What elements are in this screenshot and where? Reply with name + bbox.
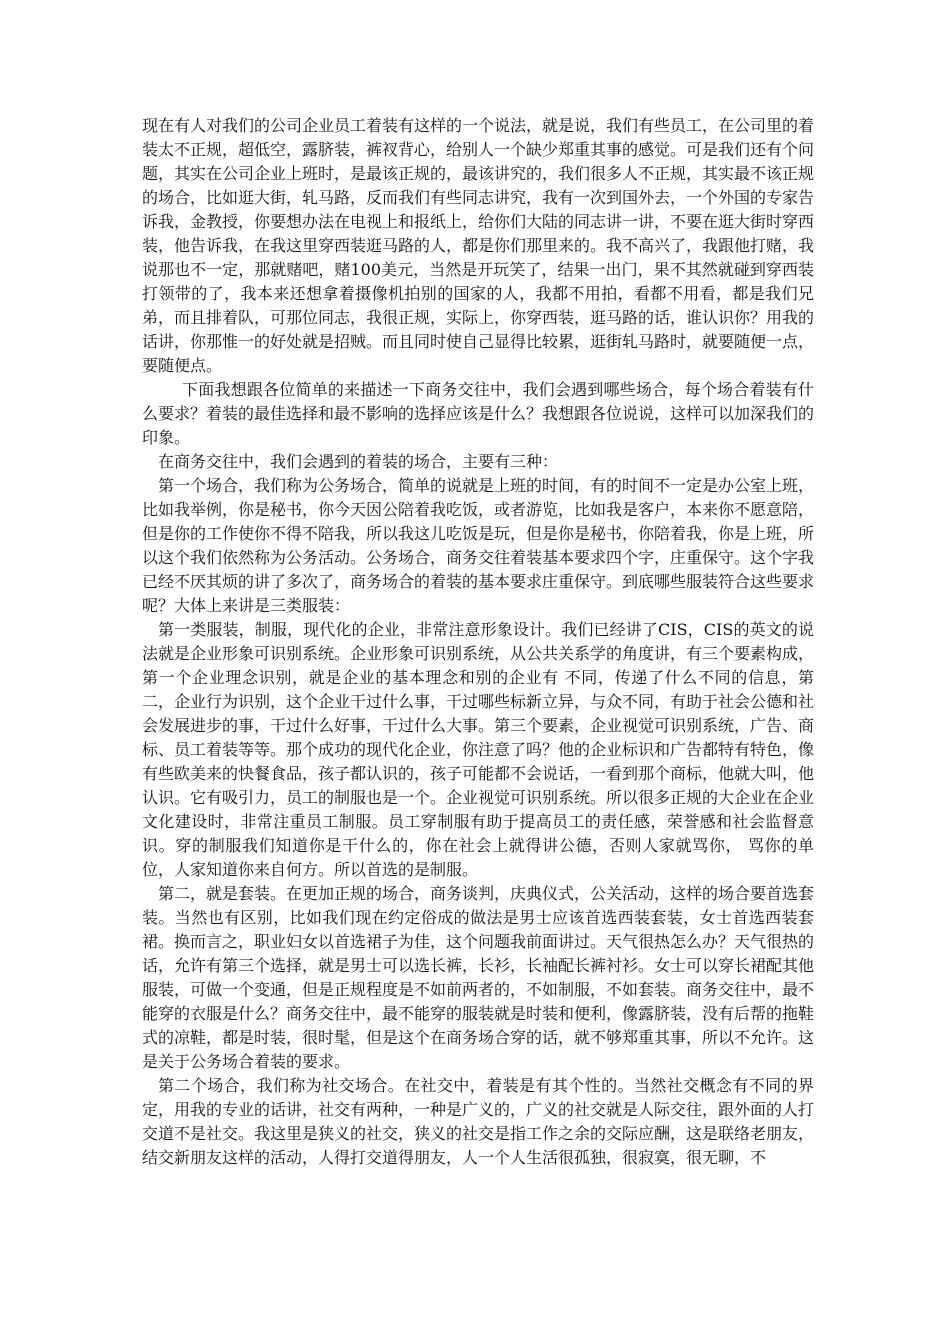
paragraph-7: 第二个场合，我们称为社交场合。在社交中，着装是有其个性的。当然社交概念有不同的界定，用我的专业的话讲，社交有两种，一种是广义的，广义的社交就是人际交往，跟外面的人打交道不是社交。我这里是狭义的社交，狭义的社交是指工作之余的交际应酬，这是联络老朋友，结交新朋友这样的活动，人得打交道得朋友，人一个人生活很孤独，很寂寞，很无聊，不 bbox=[142, 1076, 815, 1167]
paragraph-3: 在商务交往中，我们会遇到的着装的场合，主要有三种： bbox=[158, 452, 559, 471]
paragraph-4: 第一个场合，我们称为公务场合，简单的说就是上班的时间，有的时间不一定是办公室上班，比如我举例，你是秘书，你今天因公陪着我吃饭，或者游览，比如我是客户，本来你不愿意陪，但是你的工作使你不得不陪我，所以我这儿吃饭是玩，但是你是秘书，你陪着我，你是上班，所以这个我们依然称为公务活动。公务场合，商务交往着装基本要求四个字，庄重保守。这个字我已经不厌其烦的讲了多次了，商务场合的着装的基本要求庄重保守。到底哪些服装符合这些要求呢？大体上来讲是三类服装： bbox=[142, 476, 815, 615]
paragraph-2: 下面我想跟各位简单的来描述一下商务交往中，我们会遇到哪些场合，每个场合着装有什么要求？着装的最佳选择和最不影响的选择应该是什么？我想跟各位说说，这样可以加深我们的印象。 bbox=[142, 380, 815, 447]
paragraph-6: 第二，就是套装。在更加正规的场合，商务谈判，庆典仪式，公关活动，这样的场合要首选套装。当然也有区别，比如我们现在约定俗成的做法是男士应该首选西装套装，女士首选西装套裙。换而言之，职业妇女以首选裙子为佳，这个问题我前面讲过。天气很热怎么办？天气很热的话，允许有第三个选择，就是男士可以选长裤，长衫，长袖配长裤衬衫。女士可以穿长裙配其他服装，可做一个变通，但是正规程度是不如前两者的，不如制服，不如套装。商务交往中，最不能穿的衣服是什么？商务交往中，最不能穿的服装就是时装和便利，像露脐装，没有后帮的拖鞋式的凉鞋，都是时装，很时髦，但是这个在商务场合穿的话，就不够郑重其事，所以不允许。这是关于公务场合着装的要求。 bbox=[142, 884, 815, 1071]
paragraph-5: 第一类服装，制服，现代化的企业，非常注意形象设计。我们已经讲了CIS，CIS的英文的说法就是企业形象可识别系统。企业形象可识别系统，从公共关系学的角度讲，有三个要素构成，第一个企业理念识别，就是企业的基本理念和别的企业有 不同，传递了什么不同的信息，第二，企业行为识别，这个企业干过什么事，干过哪些标新立异，与众不同，有助于社会公德和社会发展进步的事，干过什么好事，干过什么大事。第三个要素，企业视觉可识别系统，广告、商标、员工着装等等。那个成功的现代化企业，你注意了吗？他的企业标识和广告都特有特色，像有些欧美来的快餐食品，孩子都认识的，孩子可能都不会说话，一看到那个商标，他就大叫，他认识。它有吸引力，员工的制服也是一个。企业视觉可识别系统。所以很多正规的大企业在企业文化建设时，非常注重员工制服。员工穿制服有助于提高员工的责任感，荣誉感和社会监督意识。穿的制服我们知道你是干什么的，你在社会上就得讲公德，否则人家就骂你， 骂你的单位，人家知道你来自何方。所以首选的是制服。 bbox=[142, 620, 815, 879]
paragraph-1: 现在有人对我们的公司企业员工着装有这样的一个说法，就是说，我们有些员工，在公司里的着装太不正规，超低空，露脐装，裤衩背心，给别人一个缺少郑重其事的感觉。可是我们还有个问题，其实在公司企业上班时，是最该正规的，最该讲究的，我们很多人不正规，其实最不该正规的场合，比如逛大街，轧马路，反而我们有些同志讲究，我有一次到国外去，一个外国的专家告诉我，金教授，你要想办法在电视上和报纸上，给你们大陆的同志讲一讲，不要在逛大街时穿西装，他告诉我，在我这里穿西装逛马路的人，都是你们那里来的。我不高兴了，我跟他打赌，我说那也不一定，那就赌吧，赌100美元，当然是开玩笑了，结果一出门，果不其然就碰到穿西装打领带的了，我本来还想拿着摄像机拍别的国家的人，我都不用拍，看都不用看，都是我们兄弟，而且排着队，可那位同志，我很正规，实际上，你穿西装，逛马路的话，谁认识你？用我的话讲，你那惟一的好处就是招贼。而且同时使自己显得比较累，逛街轧马路时，就要随便一点，要随便点。 bbox=[142, 116, 815, 375]
document-body bbox=[142, 114, 814, 1170]
